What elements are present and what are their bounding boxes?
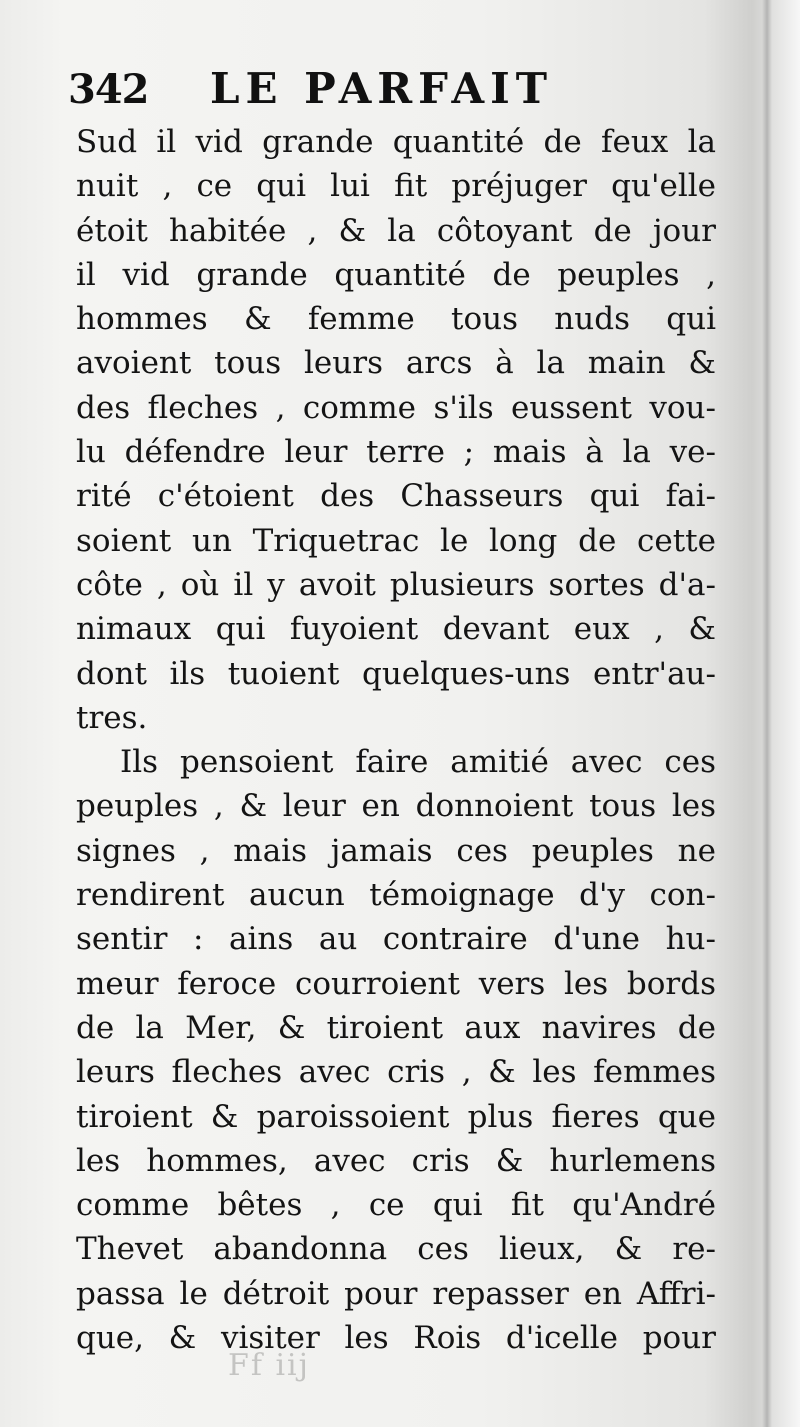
page-header — [68, 62, 628, 112]
page-number: 342 — [68, 66, 149, 113]
running-title: LE PARFAIT — [210, 64, 554, 113]
text-line: meur feroce courroient vers les bords — [76, 965, 716, 1002]
text-line: tres. — [76, 699, 148, 736]
text-line: de la Mer, & tiroient aux navires de — [76, 1009, 716, 1046]
text-line: sentir : ains au contraire d'une hu- — [76, 921, 716, 958]
text-line: Ils pensoient faire amitié avec ces — [120, 744, 716, 781]
text-line: il vid grande quantité de peuples , — [76, 256, 716, 293]
text-line: passa le détroit pour repasser en Affri- — [76, 1275, 716, 1312]
text-line: des fleches , comme s'ils eussent vou- — [76, 389, 716, 426]
text-line: nuit , ce qui lui fit préjuger qu'elle — [76, 168, 716, 205]
text-line: signes , mais jamais ces peuples ne — [76, 832, 716, 869]
text-line: les hommes, avec cris & hurlemens — [76, 1142, 716, 1179]
text-line: soient un Triquetrac le long de cette — [76, 522, 716, 559]
text-line: rité c'étoient des Chasseurs qui fai- — [76, 478, 716, 515]
text-line: rendirent aucun témoignage d'y con- — [76, 877, 716, 914]
text-line: peuples , & leur en donnoient tous les — [76, 788, 716, 825]
text-line: Thevet abandonna ces lieux, & re- — [76, 1231, 716, 1268]
body-text — [76, 120, 716, 1360]
text-line: lu défendre leur terre ; mais à la ve- — [76, 434, 716, 471]
signature-mark: Ff iij — [228, 1348, 310, 1383]
text-line: étoit habitée , & la côtoyant de jour — [76, 212, 716, 249]
text-line: comme bêtes , ce qui fit qu'André — [76, 1187, 716, 1224]
text-line: dont ils tuoient quelques-uns entr'au- — [76, 655, 716, 692]
text-line: hommes & femme tous nuds qui — [76, 301, 716, 338]
text-line: tiroient & paroissoient plus fieres que — [76, 1098, 716, 1135]
text-line: Sud il vid grande quantité de feux la — [76, 124, 716, 160]
text-line: leurs fleches avec cris , & les femmes — [76, 1054, 716, 1091]
text-line: que, & visiter les Rois d'icelle pour — [76, 1320, 716, 1357]
text-line: côte , où il y avoit plusieurs sortes d'a- — [76, 566, 716, 603]
page-gutter-shadow — [762, 0, 772, 1427]
text-line: avoient tous leurs arcs à la main & — [76, 345, 716, 382]
text-line: nimaux qui fuyoient devant eux , & — [76, 611, 716, 648]
